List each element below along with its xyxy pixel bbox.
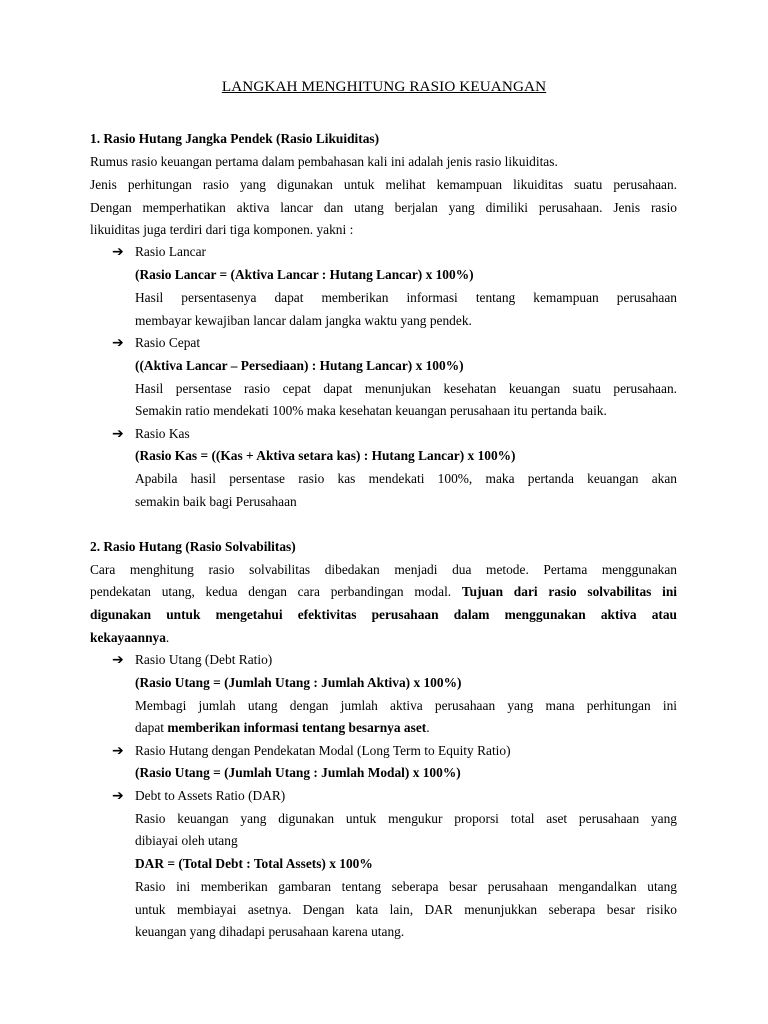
list-item-label: Rasio Lancar	[135, 244, 207, 259]
emphasis-text: memberikan informasi tentang besarnya aset	[167, 720, 427, 735]
arrow-bullet-icon: ➔	[112, 788, 124, 804]
item-description: Rasio keuangan yang digunakan untuk mengukur proporsi total aset perusahaan yang	[135, 811, 677, 826]
arrow-bullet-icon: ➔	[112, 244, 124, 260]
section-2-heading: 2. Rasio Hutang (Rasio Solvabilitas)	[90, 539, 296, 554]
section-2-paragraph: Cara menghitung rasio solvabilitas dibedakan menjadi dua metode. Pertama menggunakan	[90, 562, 677, 577]
formula: DAR = (Total Debt : Total Assets) x 100%	[135, 856, 373, 871]
item-description: Hasil persentase rasio cepat dapat menunjukan kesehatan keuangan suatu perusahaan.	[135, 381, 677, 396]
emphasis-text: kekayaannya	[90, 630, 166, 645]
paragraph-text: dapat	[135, 720, 168, 735]
section-1-paragraph: Dengan memperhatikan aktiva lancar dan utang berjalan yang dimiliki perusahaan. Jenis rasio	[90, 200, 677, 215]
item-description: membayar kewajiban lancar dalam jangka waktu yang pendek.	[135, 313, 472, 328]
item-description: keuangan yang dihadapi perusahaan karena utang.	[135, 924, 405, 939]
item-description: Hasil persentasenya dapat memberikan informasi tentang kemampuan perusahaan	[135, 290, 677, 305]
item-description: dibiayai oleh utang	[135, 833, 238, 848]
item-description: untuk membiayai asetnya. Dengan kata lain, DAR menunjukkan seberapa besar risiko	[135, 902, 677, 917]
item-description: Membagi jumlah utang dengan jumlah aktiva perusahaan yang mana perhitungan ini	[135, 698, 677, 713]
list-item-label: Rasio Utang (Debt Ratio)	[135, 652, 273, 667]
formula: (Rasio Kas = ((Kas + Aktiva setara kas) : Hutang Lancar) x 100%)	[135, 448, 516, 463]
emphasis-text: Tujuan dari rasio solvabilitas ini	[461, 584, 677, 599]
formula: ((Aktiva Lancar – Persediaan) : Hutang Lancar) x 100%)	[135, 358, 464, 373]
section-1-paragraph: Rumus rasio keuangan pertama dalam pembahasan kali ini adalah jenis rasio likuiditas.	[90, 154, 558, 169]
list-item-label: Rasio Cepat	[135, 335, 201, 350]
section-1-heading: 1. Rasio Hutang Jangka Pendek (Rasio Likuiditas)	[90, 131, 380, 146]
arrow-bullet-icon: ➔	[112, 426, 124, 442]
list-item-label: Rasio Kas	[135, 426, 190, 441]
formula: (Rasio Utang = (Jumlah Utang : Jumlah Aktiva) x 100%)	[135, 675, 462, 690]
item-description: Apabila hasil persentase rasio kas mendekati 100%, maka pertanda keuangan akan	[135, 471, 677, 486]
formula: (Rasio Lancar = (Aktiva Lancar : Hutang Lancar) x 100%)	[135, 267, 474, 282]
section-2-paragraph: digunakan untuk mengetahui efektivitas perusahaan dalam menggunakan aktiva atau	[90, 607, 677, 622]
page-title: LANGKAH MENGHITUNG RASIO KEUANGAN	[221, 78, 547, 95]
formula: (Rasio Utang = (Jumlah Utang : Jumlah Modal) x 100%)	[135, 765, 461, 780]
paragraph-text: .	[165, 630, 170, 645]
list-item-label: Debt to Assets Ratio (DAR)	[135, 788, 286, 803]
item-description: semakin baik bagi Perusahaan	[135, 494, 297, 509]
list-item-label: Rasio Hutang dengan Pendekatan Modal (Long Term to Equity Ratio)	[135, 743, 511, 758]
section-1-paragraph: Jenis perhitungan rasio yang digunakan untuk melihat kemampuan likuiditas suatu perusahaan.	[90, 177, 677, 192]
arrow-bullet-icon: ➔	[112, 335, 124, 351]
item-description: Rasio ini memberikan gambaran tentang seberapa besar perusahaan mengandalkan utang	[135, 879, 677, 894]
section-2-paragraph	[90, 583, 677, 601]
paragraph-text: pendekatan utang, kedua dengan cara perbandingan modal.	[90, 584, 462, 599]
section-2-paragraph	[90, 629, 677, 647]
item-description: Semakin ratio mendekati 100% maka kesehatan keuangan perusahaan itu pertanda baik.	[135, 403, 607, 418]
arrow-bullet-icon: ➔	[112, 743, 124, 759]
arrow-bullet-icon: ➔	[112, 652, 124, 668]
section-1-paragraph: likuiditas juga terdiri dari tiga komponen. yakni :	[90, 222, 354, 237]
paragraph-text: .	[426, 720, 430, 735]
item-description	[135, 719, 677, 737]
